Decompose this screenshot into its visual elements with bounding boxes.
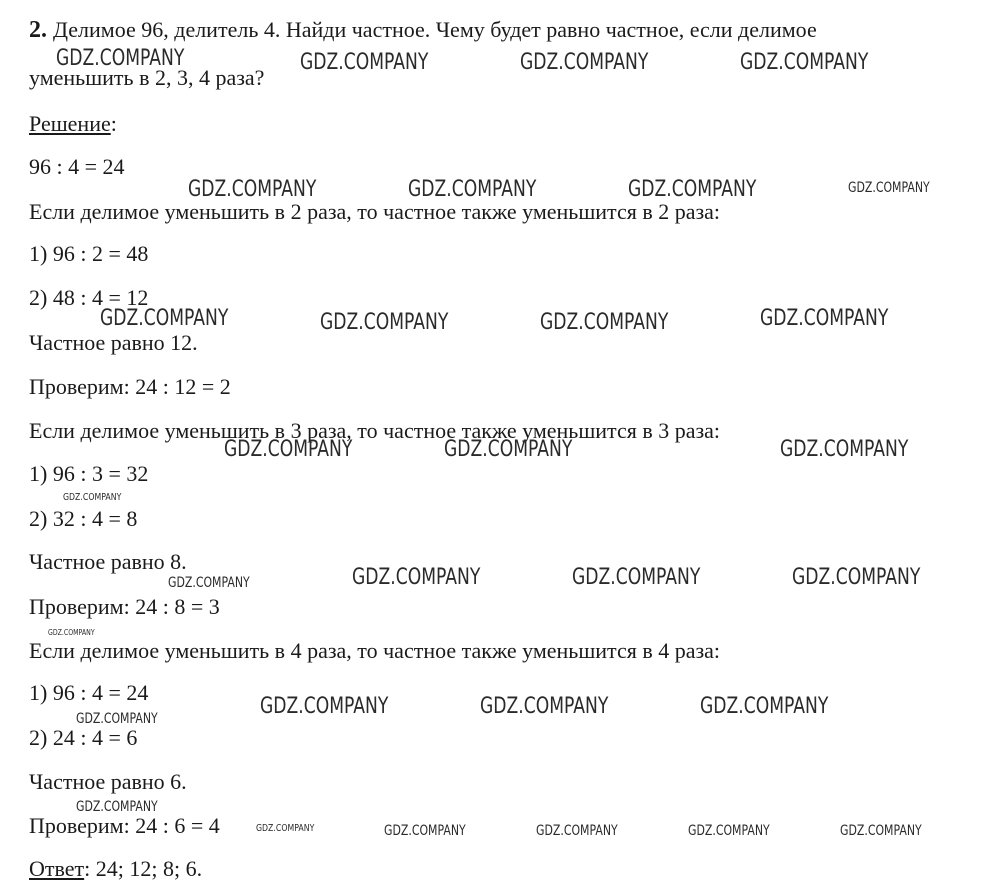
task-statement-line2: уменьшить в 2, 3, 4 раза? — [29, 65, 265, 90]
case4-step2: 2) 24 : 4 = 6 — [29, 725, 138, 750]
case3-check: Проверим: 24 : 8 = 3 — [29, 594, 220, 619]
watermark: GDZ.COMPANY — [444, 437, 573, 462]
watermark: GDZ.COMPANY — [740, 50, 869, 75]
watermark: GDZ.COMPANY — [63, 492, 122, 503]
task-statement-line1 — [29, 18, 817, 42]
watermark: GDZ.COMPANY — [76, 799, 158, 815]
case4-result: Частное равно 6. — [29, 769, 187, 794]
watermark: GDZ.COMPANY — [760, 306, 889, 331]
case2-step2: 2) 48 : 4 = 12 — [29, 285, 149, 310]
watermark: GDZ.COMPANY — [540, 310, 669, 335]
case3-result: Частное равно 8. — [29, 549, 187, 574]
watermark: GDZ.COMPANY — [300, 50, 429, 75]
case3-step2: 2) 32 : 4 = 8 — [29, 506, 138, 531]
watermark: GDZ.COMPANY — [848, 180, 930, 196]
task-text: Делимое 96, делитель 4. Найди частное. Чему будет равно частное, если делимое — [53, 17, 817, 42]
answer-label: Ответ — [29, 856, 85, 881]
watermark: GDZ.COMPANY — [840, 823, 922, 839]
watermark: GDZ.COMPANY — [168, 575, 250, 591]
case2-step1: 1) 96 : 2 = 48 — [29, 241, 149, 266]
watermark: GDZ.COMPANY — [320, 310, 449, 335]
watermark: GDZ.COMPANY — [700, 694, 829, 719]
case2-result: Частное равно 12. — [29, 330, 198, 355]
watermark: GDZ.COMPANY — [56, 46, 185, 71]
watermark: GDZ.COMPANY — [480, 694, 609, 719]
answer-line — [29, 858, 202, 880]
case2-intro: Если делимое уменьшить в 2 раза, то частное также уменьшится в 2 раза: — [29, 199, 721, 224]
watermark: GDZ.COMPANY — [256, 823, 315, 834]
watermark: GDZ.COMPANY — [792, 565, 921, 590]
case4-intro: Если делимое уменьшить в 4 раза, то частное также уменьшится в 4 раза: — [29, 638, 721, 663]
task-number: 2. — [29, 17, 47, 43]
watermark: GDZ.COMPANY — [100, 306, 229, 331]
watermark: GDZ.COMPANY — [352, 565, 481, 590]
watermark: GDZ.COMPANY — [628, 177, 757, 202]
watermark: GDZ.COMPANY — [48, 628, 95, 637]
answer-values: : 24; 12; 8; 6. — [84, 856, 203, 881]
watermark: GDZ.COMPANY — [408, 177, 537, 202]
solution-heading — [29, 113, 117, 135]
case4-check: Проверим: 24 : 6 = 4 — [29, 813, 220, 838]
solution-label: Решение — [29, 111, 111, 136]
watermark: GDZ.COMPANY — [224, 437, 353, 462]
solution-colon: : — [110, 111, 117, 136]
case3-step1: 1) 96 : 3 = 32 — [29, 461, 149, 486]
base-equation: 96 : 4 = 24 — [29, 154, 125, 179]
watermark: GDZ.COMPANY — [188, 177, 317, 202]
watermark: GDZ.COMPANY — [536, 823, 618, 839]
watermark: GDZ.COMPANY — [384, 823, 466, 839]
case3-intro: Если делимое уменьшить в 3 раза, то частное также уменьшится в 3 раза: — [29, 418, 721, 443]
watermark: GDZ.COMPANY — [260, 694, 389, 719]
watermark: GDZ.COMPANY — [688, 823, 770, 839]
watermark: GDZ.COMPANY — [76, 711, 158, 727]
watermark: GDZ.COMPANY — [520, 50, 649, 75]
watermark: GDZ.COMPANY — [780, 437, 909, 462]
watermark: GDZ.COMPANY — [572, 565, 701, 590]
case4-step1: 1) 96 : 4 = 24 — [29, 680, 149, 705]
case2-check: Проверим: 24 : 12 = 2 — [29, 374, 231, 399]
